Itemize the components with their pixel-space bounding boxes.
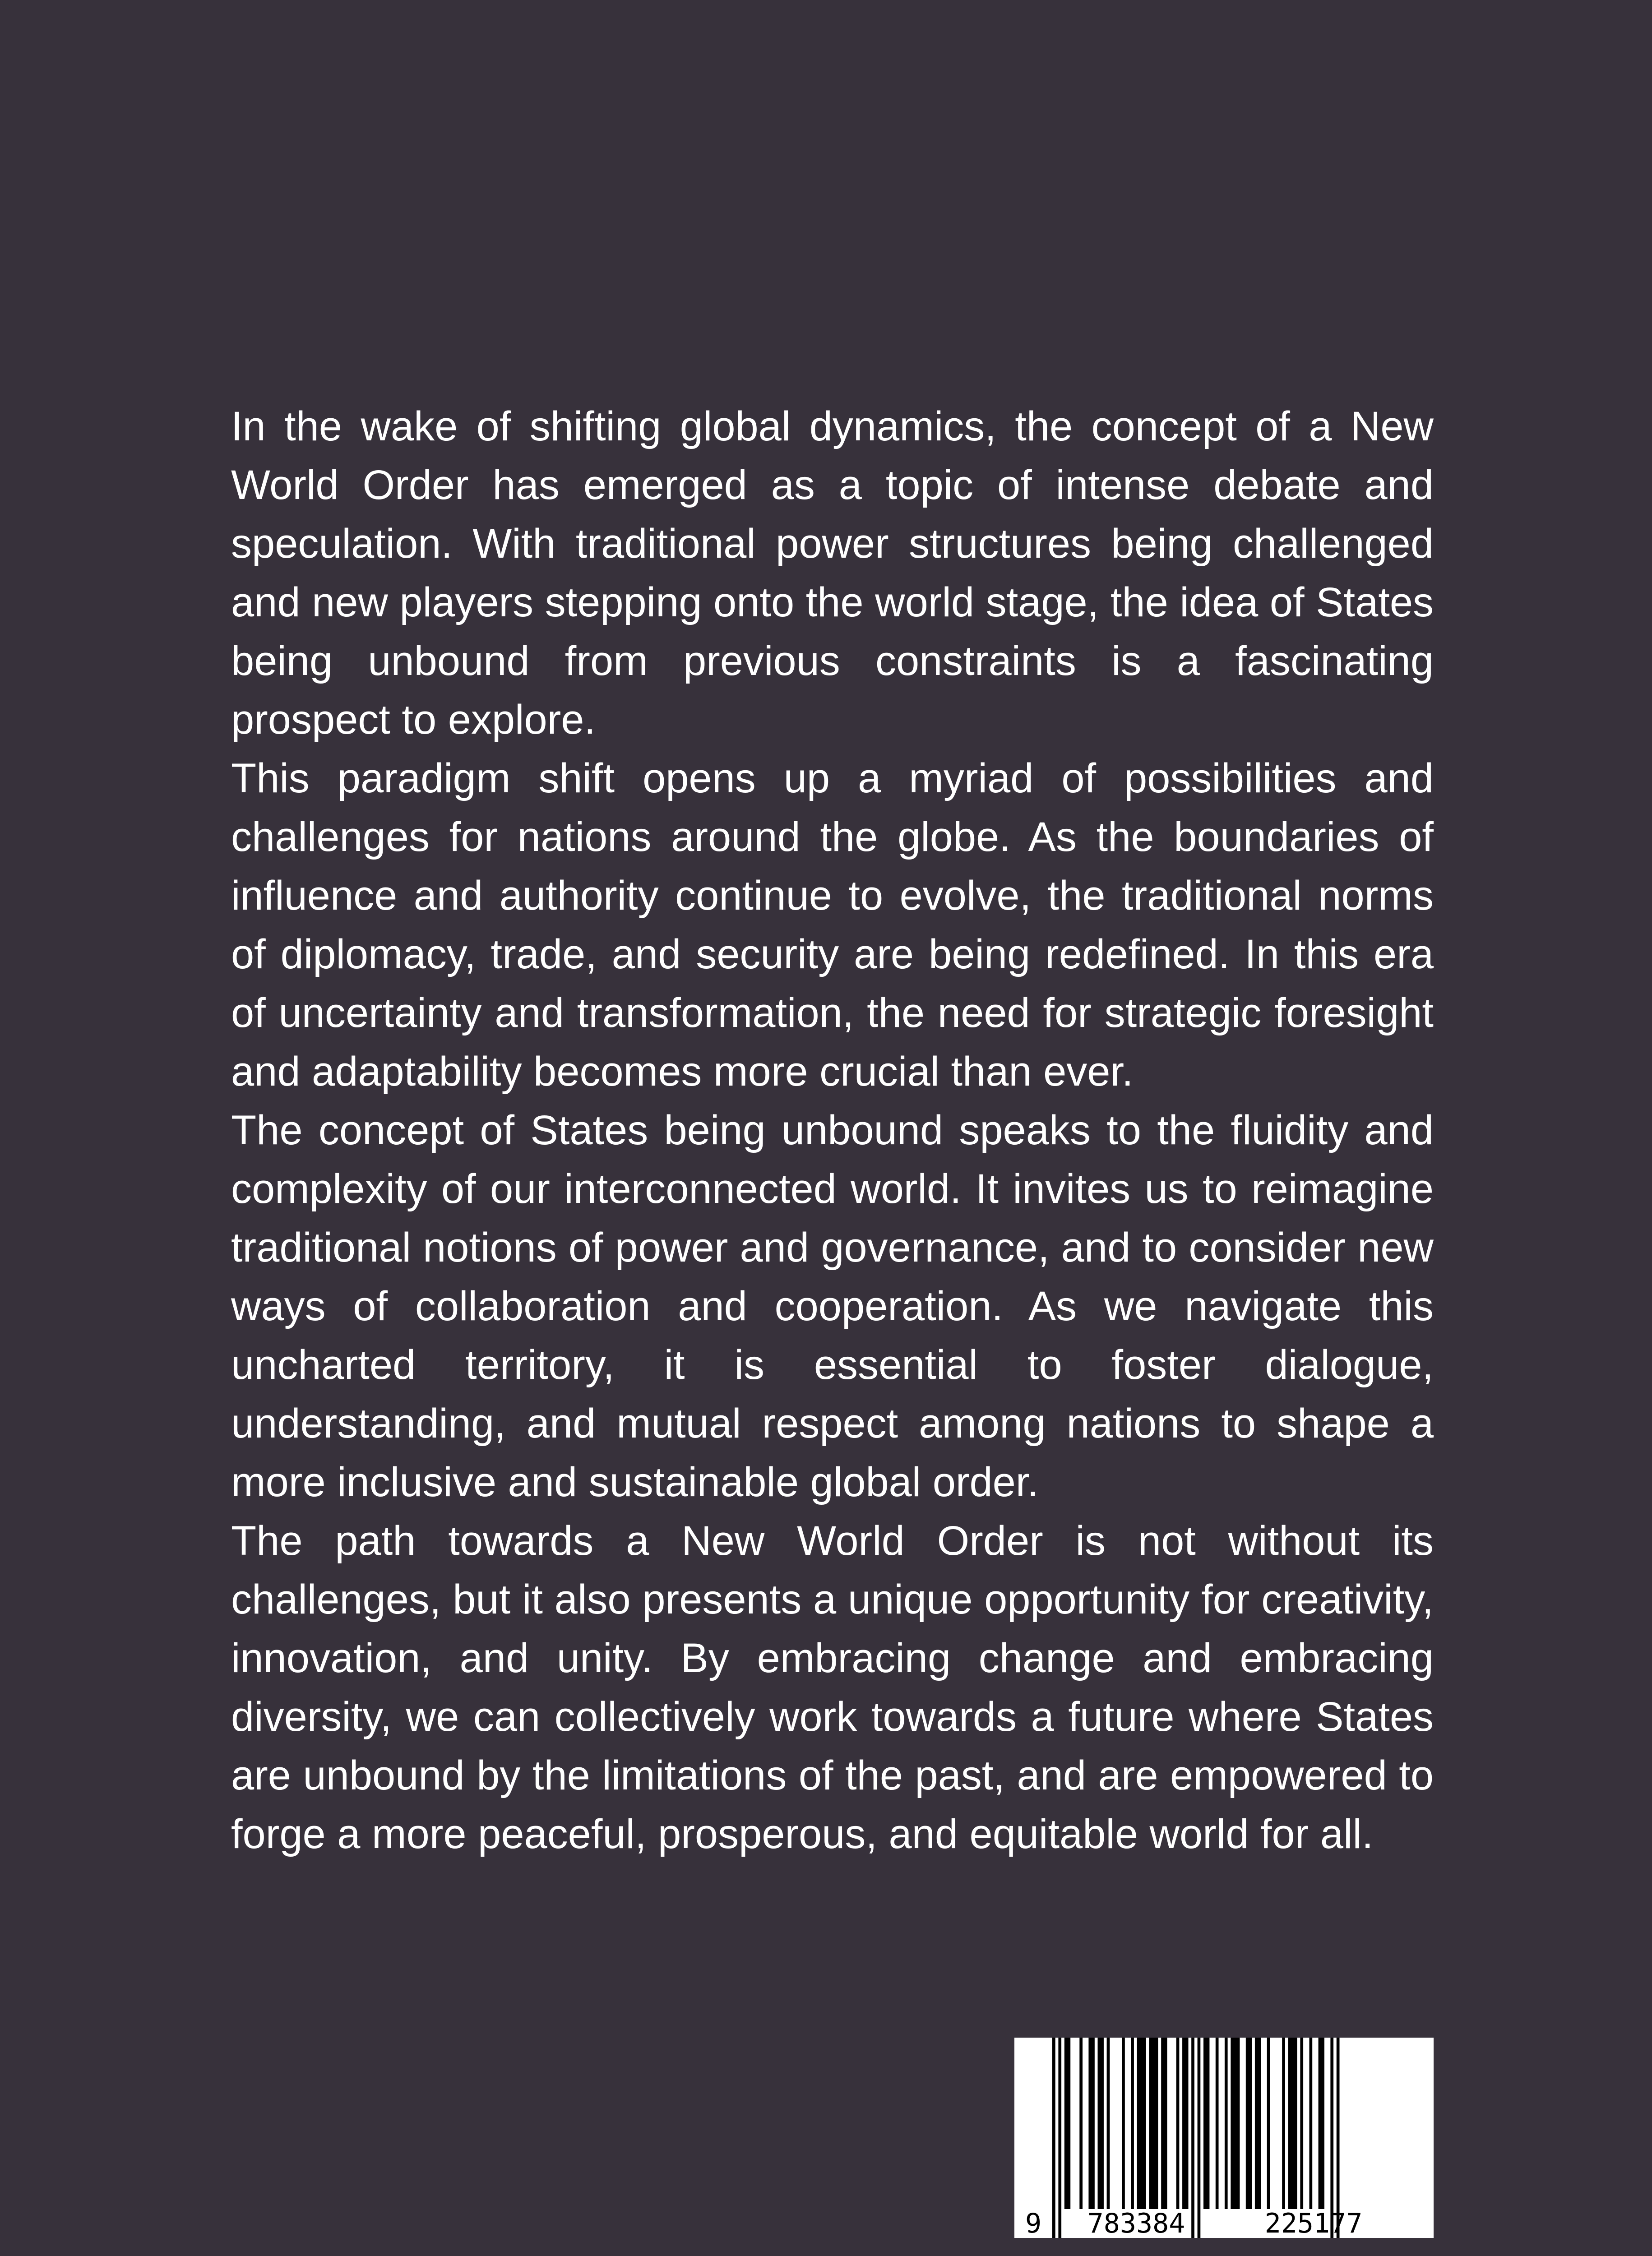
barcode-bar xyxy=(1300,2038,1303,2209)
barcode-bar xyxy=(1288,2038,1297,2209)
barcode-bar xyxy=(1198,2038,1201,2238)
barcode-bar xyxy=(1122,2038,1125,2209)
barcode-graphic xyxy=(1014,2038,1434,2238)
barcode-bar xyxy=(1176,2038,1180,2209)
barcode-bar xyxy=(1052,2038,1055,2238)
barcode-right-digits: 225177 xyxy=(1264,2208,1363,2238)
barcode-bar xyxy=(1255,2038,1261,2209)
barcode-bar xyxy=(1161,2038,1167,2209)
barcode-left-digits: 783384 xyxy=(1087,2208,1185,2238)
barcode-bar xyxy=(1064,2038,1070,2209)
barcode-first-digit: 9 xyxy=(1025,2208,1042,2238)
back-cover-blurb xyxy=(231,397,1434,1863)
barcode-bar xyxy=(1098,2038,1104,2209)
barcode-bar xyxy=(1225,2038,1228,2209)
blurb-paragraph-2: This paradigm shift opens up a myriad of possibilities and challenges for nations around the globe. As the boundaries of influence and authority continue to evolve, the traditional norms of diplomacy, trade, and security are being redefined. In this era of uncertainty and transformation, the need for strategic foresight and adaptability becomes more crucial than ever. xyxy=(231,755,1434,1095)
barcode-bar xyxy=(1182,2038,1188,2209)
barcode-bar xyxy=(1282,2038,1285,2209)
barcode-bar xyxy=(1131,2038,1134,2209)
barcode-bar xyxy=(1267,2038,1270,2209)
barcode-bar xyxy=(1319,2038,1324,2209)
barcode-bar xyxy=(1088,2038,1094,2209)
barcode-bar xyxy=(1203,2038,1209,2209)
isbn-barcode xyxy=(1014,2038,1434,2238)
barcode-bar xyxy=(1310,2038,1313,2209)
barcode-bar xyxy=(1107,2038,1110,2209)
barcode-bar xyxy=(1216,2038,1219,2209)
blurb-paragraph-1: In the wake of shifting global dynamics, the concept of a New World Order has emerged as a topic of intense debate and speculation. With traditional power structures being challenged and new players stepping onto the world stage, the idea of States being unbound from previous constraints is a fascinating prospect to explore. xyxy=(231,403,1434,743)
barcode-bar xyxy=(1058,2038,1061,2238)
barcode-bar xyxy=(1137,2038,1146,2209)
barcode-bar xyxy=(1079,2038,1083,2209)
blurb-paragraph-3: The concept of States being unbound speaks to the fluidity and complexity of our interconnected world. It invites us to reimagine traditional notions of power and governance, and to consider new ways of collaboration and cooperation. As we navigate this uncharted territory, it is essential to foster dialogue, understanding, and mutual respect among nations to shape a more inclusive and sustainable global order. xyxy=(231,1107,1434,1505)
blurb-paragraph-4: The path towards a New World Order is not without its challenges, but it also presents a unique opportunity for creativity, innovation, and unity. By embracing change and embracing diversity, we can collectively work towards a future where States are unbound by the limitations of the past, and are empowered to forge a more peaceful, prosperous, and equitable world for all. xyxy=(231,1518,1434,1857)
barcode-bar xyxy=(1149,2038,1158,2209)
barcode-bar xyxy=(1231,2038,1240,2209)
barcode-bar xyxy=(1246,2038,1252,2209)
barcode-bar xyxy=(1191,2038,1194,2238)
